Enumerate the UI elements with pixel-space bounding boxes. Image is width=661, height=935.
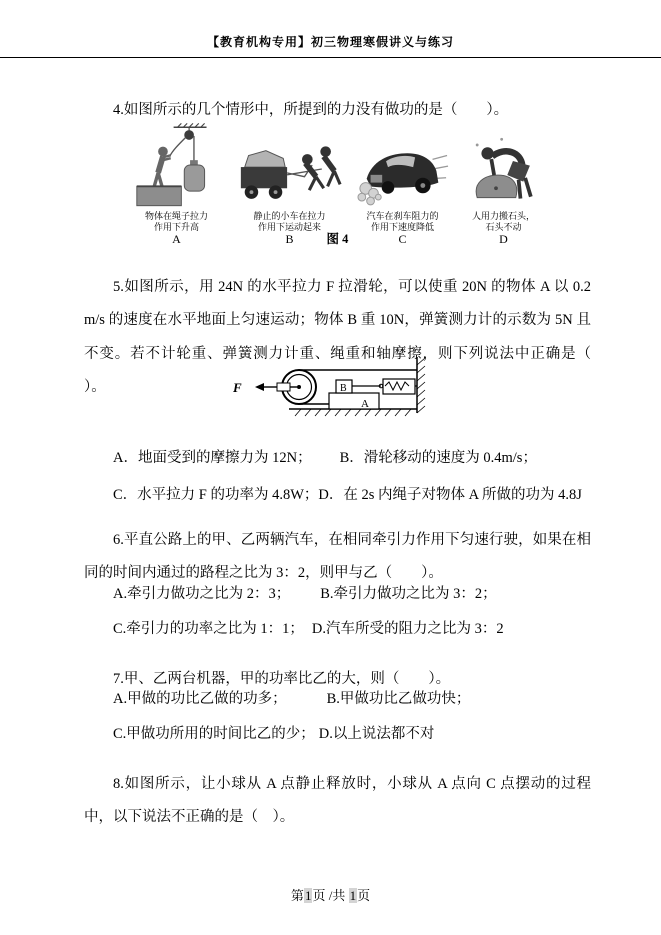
footer-middle: 页 /共 [312, 888, 349, 903]
q6-option-c: C.牵引力的功率之比为 1：1； [113, 621, 304, 637]
block-b-label: B [339, 383, 347, 394]
q6-option-d: D.汽车所受的阻力之比为 3：2 [311, 621, 504, 637]
option-letter-c: C [398, 232, 407, 246]
option-letter-a: A [172, 232, 181, 246]
page-footer [0, 885, 661, 904]
question-5-options-row-2 [113, 483, 593, 504]
figure-caption-a: 物体在绳子拉力 作用下升高 [144, 211, 208, 232]
figure-4-item-d [463, 124, 545, 246]
q5-option-a: A．地面受到的摩擦力为 12N； [113, 450, 312, 466]
option-letter-b: B [285, 232, 294, 246]
question-5-text: 5.如图所示，用 24N 的水平拉力 F 拉滑轮，可以使重 20N 的物体 A 以 0.2m/s 的速度在水平地面上匀速运动；物体 B 重 10N，弹簧测力计的示数为 5N 且不变。若不计轮重、弹簧测力计重、绳重和轴摩擦，则下列说法中正确是（ ）。 [84, 278, 620, 395]
question-6-options-row-1 [113, 582, 593, 603]
q5-option-b: B．滑轮移动的速度为 0.4m/s； [339, 450, 537, 466]
force-f-label: F [232, 380, 242, 395]
figure-caption-b: 静止的小车在拉力 作用下运动起来 [253, 211, 326, 232]
page-header [0, 33, 661, 50]
braking-car-illustration [357, 132, 449, 208]
children-pulling-cart-illustration [237, 130, 343, 208]
question-4-text: 4.如图所示的几个情形中，所提到的力没有做功的是（ ）。 [113, 101, 509, 118]
header-divider [0, 57, 661, 58]
pulley-system-diagram [221, 355, 441, 421]
q7-option-a: A.甲做的功比乙做的功多； [113, 691, 287, 707]
question-7-text: 7.甲、乙两台机器，甲的功率比乙的大，则（ ）。 [113, 670, 451, 687]
q6-option-b: B.牵引力做功之比为 3：2； [320, 586, 497, 602]
pulley-lifting-object-illustration [131, 122, 223, 208]
figure-caption-c: 汽车在刹车阻力的 作用下速度降低 [366, 211, 439, 232]
figure-5 [0, 355, 661, 426]
block-a-label: A [360, 398, 369, 410]
q6-option-a: A.牵引力做功之比为 2：3； [113, 586, 291, 602]
figure-4 [84, 122, 591, 246]
question-6-text: 6.平直公路上的甲、乙两辆汽车，在相同牵引力作用下匀速行驶，如果在相同的时间内通过的路程之比为 3：2，则甲与乙（ ）。 [84, 531, 591, 581]
footer-prefix: 第 [290, 888, 304, 903]
q7-option-c: C.甲做功所用的时间比乙的少； [113, 726, 315, 742]
footer-suffix: 页 [357, 888, 371, 903]
figure-4-item-a [131, 124, 223, 246]
total-pages-field: 1 [349, 888, 357, 903]
option-letter-d: D [499, 232, 508, 246]
figure-4-image-a [131, 124, 223, 208]
person-pushing-stone-illustration [463, 128, 545, 208]
question-6-options-row-2 [113, 617, 593, 638]
figure-4-item-c [357, 124, 449, 246]
question-7-options-row-2 [113, 722, 593, 743]
q5-option-d: D．在 2s 内绳子对物体 A 所做的功为 4.8J [318, 487, 582, 503]
figure-4-caption: 图 4 [326, 232, 349, 246]
q7-option-d: D.以上说法都不对 [318, 726, 435, 742]
figure-4-image-b [237, 124, 343, 208]
figure-caption-d: 人用力搬石头， 石头不动 [471, 211, 535, 232]
figure-4-image-c [357, 124, 449, 208]
page-number-field: 1 [304, 888, 312, 903]
figure-4-image-d [463, 124, 545, 208]
q7-option-b: B.甲做功比乙做功快； [326, 691, 471, 707]
question-7-options-row-1 [113, 687, 593, 708]
q5-option-c: C．水平拉力 F 的功率为 4.8W； [113, 487, 319, 503]
page-title: 【教育机构专用】初三物理寒假讲义与练习 [206, 35, 454, 49]
figure-4-item-b [237, 124, 343, 246]
question-5-options-row-1 [113, 446, 593, 467]
question-8-text: 8.如图所示，让小球从 A 点静止释放时，小球从 A 点向 C 点摆动的过程中，以下说法不正确的是（ ）。 [84, 775, 591, 825]
